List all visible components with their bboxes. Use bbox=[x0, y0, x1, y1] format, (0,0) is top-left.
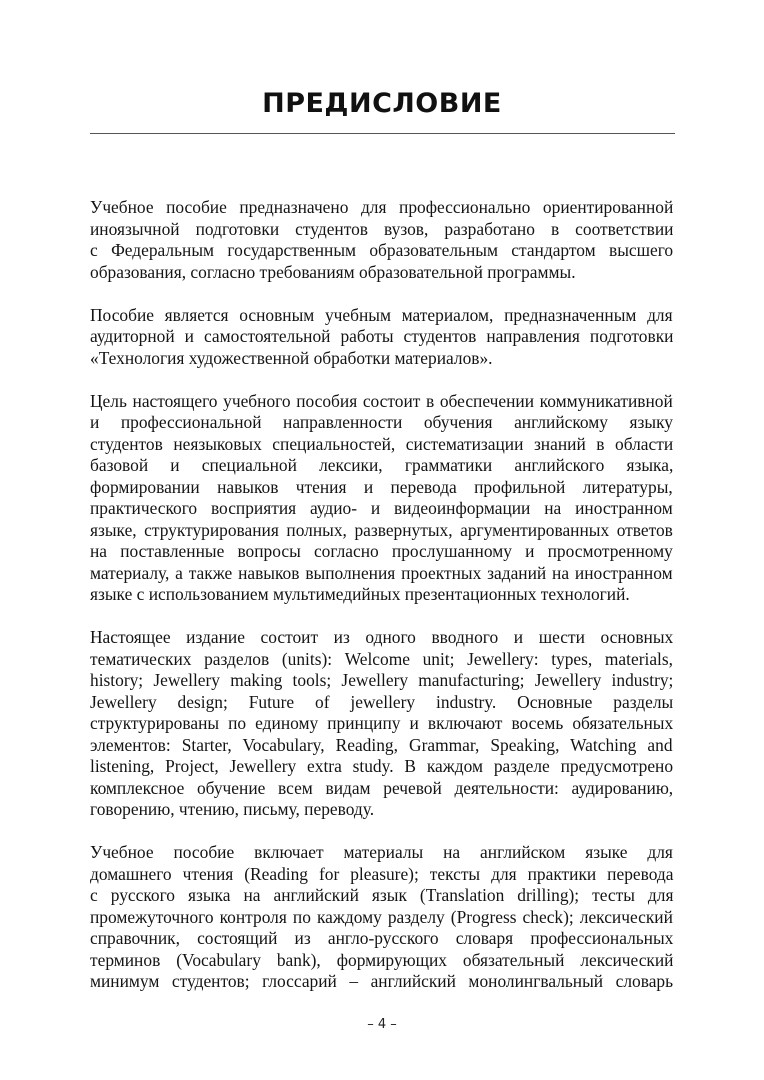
text-line: языке с использованием мультимедийных презентационных технологий. bbox=[90, 584, 630, 604]
body-text bbox=[90, 197, 673, 993]
text-line: Учебное пособие предназначено для профессионально ориентированной bbox=[90, 197, 674, 217]
text-line: тематических разделов (units): Welcome unit; Jewellery: types, materials, bbox=[90, 648, 673, 669]
text-line: иноязычной подготовки студентов вузов, разработано в соответствии bbox=[90, 218, 674, 239]
text-line: студентов неязыковых специальностей, систематизации знаний в области bbox=[90, 433, 674, 454]
text-line: формировании навыков чтения и перевода профильной литературы, bbox=[90, 476, 673, 497]
text-line: «Технология художественной обработки материалов». bbox=[90, 347, 493, 368]
text-line: и профессиональной направленности обучения английскому языку bbox=[90, 412, 673, 432]
paragraph-purpose bbox=[90, 197, 673, 283]
page-number: – 4 – bbox=[367, 1017, 397, 1032]
text-line: listening, Project, Jewellery extra study. В каждом разделе предусмотрено bbox=[90, 756, 674, 776]
paragraph-role bbox=[90, 305, 673, 370]
text-line: языке, структурирования полных, развернутых, аргументированных ответов bbox=[90, 519, 673, 540]
text-line: домашнего чтения (Reading for pleasure); тексты для практики перевода bbox=[90, 863, 674, 884]
text-line: элементов: Starter, Vocabulary, Reading, Grammar, Speaking, Watching and bbox=[90, 734, 673, 755]
text-line: материалу, а также навыков выполнения проектных заданий на иностранном bbox=[90, 562, 673, 583]
text-line: Jewellery design; Future of jewellery industry. Основные разделы bbox=[90, 691, 674, 712]
text-line: history; Jewellery making tools; Jewellery manufacturing; Jewellery industry; bbox=[90, 670, 674, 690]
text-line: базовой и специальной лексики, грамматики английского языка, bbox=[90, 455, 674, 475]
text-line: говорению, чтению, письму, переводу. bbox=[90, 799, 375, 819]
paragraph-structure bbox=[90, 627, 673, 821]
page-title: ПРЕДИСЛОВИЕ bbox=[262, 88, 502, 119]
paragraph-goal bbox=[90, 391, 673, 606]
text-line: на поставленные вопросы согласно прослушанному и просмотренному bbox=[90, 541, 673, 561]
text-line: терминов (Vocabulary bank), формирующих обязательный лексический bbox=[90, 949, 674, 970]
text-line: Пособие является основным учебным материалом, предназначенным для bbox=[90, 304, 673, 325]
text-line: аудиторной и самостоятельной работы студентов направления подготовки bbox=[90, 326, 674, 346]
text-line: с Федеральным государственным образовательным стандартом высшего bbox=[90, 240, 674, 260]
text-line: Учебное пособие включает материалы на английском языке для bbox=[90, 842, 673, 862]
text-line: образования, согласно требованиям образовательной программы. bbox=[90, 261, 576, 282]
text-line: Настоящее издание состоит из одного вводного и шести основных bbox=[90, 627, 674, 647]
paragraph-materials bbox=[90, 842, 673, 993]
text-line: Цель настоящего учебного пособия состоит в обеспечении коммуникативной bbox=[90, 390, 673, 411]
text-line: с русского языка на английский язык (Translation drilling); тесты для bbox=[90, 885, 674, 905]
text-line: промежуточного контроля по каждому разделу (Progress check); лексический bbox=[90, 906, 673, 927]
text-line: комплексное обучение всем видам речевой деятельности: аудированию, bbox=[90, 777, 674, 798]
text-line: практического восприятия аудио- и видеоинформации на иностранном bbox=[90, 498, 673, 518]
title-underline bbox=[90, 133, 675, 134]
text-line: минимум студентов; глоссарий – английский монолингвальный словарь bbox=[90, 971, 674, 991]
text-line: справочник, состоящий из англо-русского словаря профессиональных bbox=[90, 928, 674, 948]
text-line: структурированы по единому принципу и включают восемь обязательных bbox=[90, 713, 674, 733]
